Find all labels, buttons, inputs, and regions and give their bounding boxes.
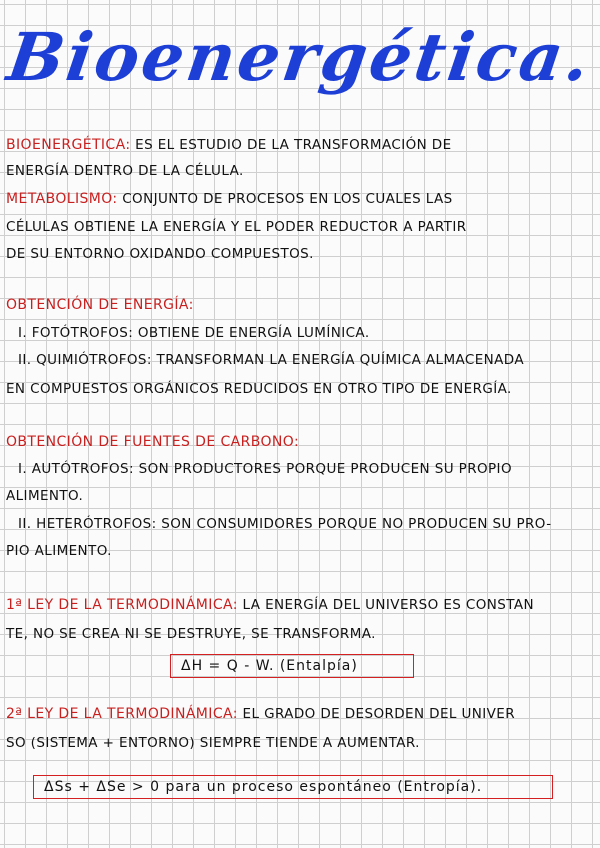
quimiotrofos-item-cont: EN COMPUESTOS ORGÁNICOS REDUCIDOS EN OTRO TIPO DE ENERGÍA. bbox=[6, 381, 512, 397]
metabolismo-definition: CONJUNTO DE PROCESOS EN LOS CUALES LAS bbox=[122, 191, 453, 207]
first-law-text-cont: TE, NO SE CREA NI SE DESTRUYE, SE TRANSFORMA. bbox=[6, 626, 376, 642]
second-law-text-cont: SO (SISTEMA + ENTORNO) SIEMPRE TIENDE A AUMENTAR. bbox=[6, 735, 420, 751]
heterotrofos-item-cont: PIO ALIMENTO. bbox=[6, 543, 112, 559]
second-law-line bbox=[6, 706, 598, 722]
first-law-text: LA ENERGÍA DEL UNIVERSO ES CONSTAN bbox=[242, 597, 534, 613]
page-title: Bioenergética. bbox=[2, 18, 598, 96]
metabolismo-definition-cont-1: CÉLULAS OBTIENE LA ENERGÍA Y EL PODER REDUCTOR A PARTIR bbox=[6, 219, 467, 235]
carbon-heading: OBTENCIÓN DE FUENTES DE CARBONO: bbox=[6, 434, 300, 450]
heterotrofos-item: II. HETERÓTROFOS: SON CONSUMIDORES PORQUE NO PRODUCEN SU PRO- bbox=[18, 516, 552, 532]
second-law-text: EL GRADO DE DESORDEN DEL UNIVER bbox=[242, 706, 516, 722]
bioenergetica-definition-line bbox=[6, 137, 598, 153]
first-law-label: 1ª LEY DE LA TERMODINÁMICA: bbox=[6, 597, 238, 613]
metabolismo-definition-cont-2: DE SU ENTORNO OXIDANDO COMPUESTOS. bbox=[6, 246, 314, 262]
enthalpy-formula-box: ΔH = Q - W. (Entalpía) bbox=[170, 654, 414, 678]
second-law-label: 2ª LEY DE LA TERMODINÁMICA: bbox=[6, 706, 238, 722]
autotrofos-item-cont: ALIMENTO. bbox=[6, 488, 84, 504]
bioenergetica-definition: ES EL ESTUDIO DE LA TRANSFORMACIÓN DE bbox=[135, 137, 452, 153]
bioenergetica-term: BIOENERGÉTICA: bbox=[6, 137, 131, 153]
bioenergetica-definition-cont: ENERGÍA DENTRO DE LA CÉLULA. bbox=[6, 163, 244, 179]
metabolismo-definition-line bbox=[6, 191, 598, 207]
metabolismo-term: METABOLISMO: bbox=[6, 191, 118, 207]
energy-heading: OBTENCIÓN DE ENERGÍA: bbox=[6, 297, 194, 313]
first-law-line bbox=[6, 597, 598, 613]
fototrofos-item: I. FOTÓTROFOS: OBTIENE DE ENERGÍA LUMÍNICA. bbox=[18, 325, 370, 341]
quimiotrofos-item: II. QUIMIÓTROFOS: TRANSFORMAN LA ENERGÍA QUÍMICA ALMACENADA bbox=[18, 352, 524, 368]
autotrofos-item: I. AUTÓTROFOS: SON PRODUCTORES PORQUE PRODUCEN SU PROPIO bbox=[18, 461, 512, 477]
entropy-formula-box: ΔSs + ΔSe > 0 para un proceso espontáneo (Entropía). bbox=[33, 775, 553, 799]
